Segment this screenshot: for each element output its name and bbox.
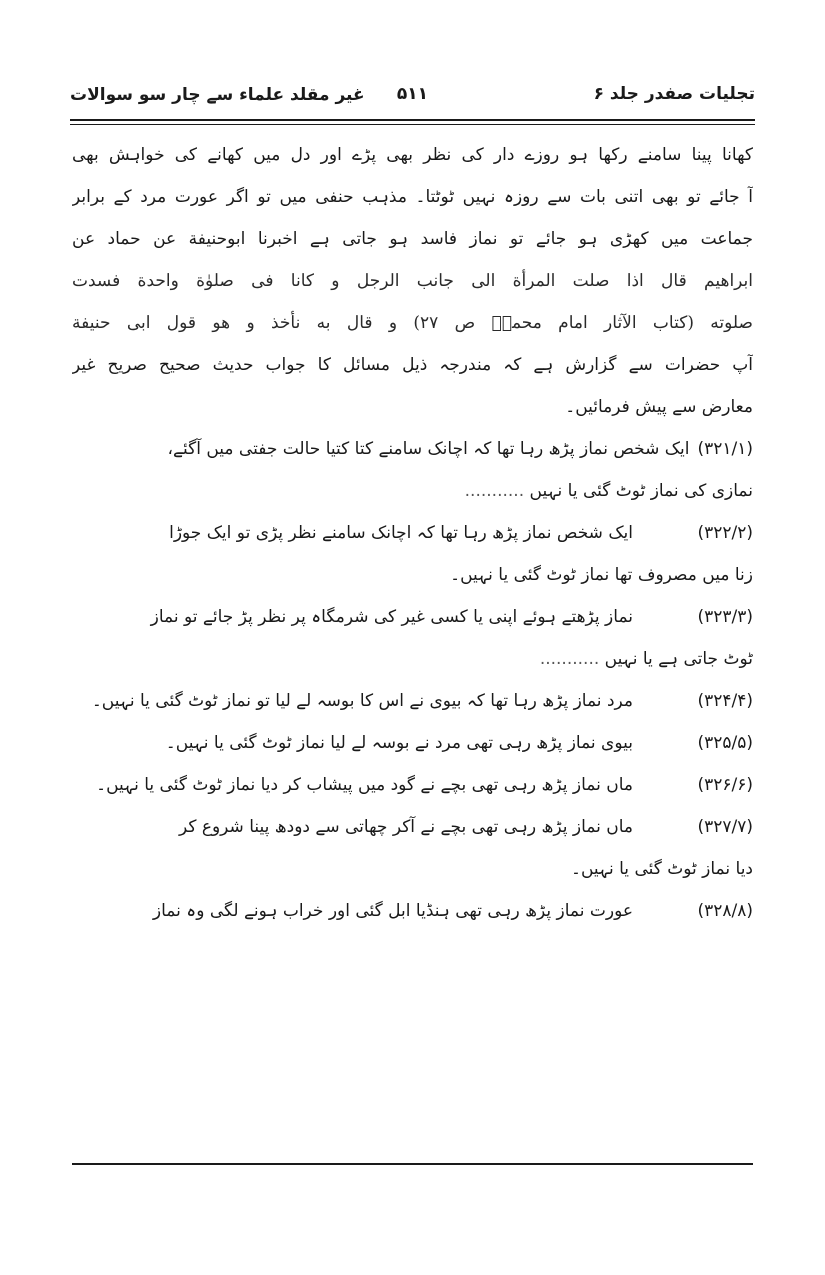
question-item [72,512,753,554]
footer-rule [72,1163,753,1165]
question-text: مرد نماز پڑھ رہا تھا کہ بیوی نے اس کا بوسہ لے لیا تو نماز ٹوٹ گئی یا نہیں۔ [91,691,633,711]
question-text: نماز پڑھتے ہوئے اپنی یا کسی غیر کی شرمگاہ پر نظر پڑ جائے تو نماز [150,607,633,627]
section-title: غیر مقلد علماء سے چار سو سوالات [70,85,365,105]
question-number: (۳۲۸/۸) [697,901,753,921]
question-text: نمازی کی نماز ٹوٹ گئی یا نہیں [529,481,753,501]
question-item [72,806,753,848]
question-text: ایک شخص نماز پڑھ رہا تھا کہ اچانک سامنے کتا کتیا حالت جفتی میں آگئے، [167,439,690,459]
question-number: (۳۲۵/۵) [697,733,753,753]
question-number: (۳۲۶/۶) [697,775,753,795]
question-number: (۳۲۲/۲) [697,523,753,543]
book-title: تجلیات صفدر جلد ۶ [593,84,755,104]
question-number: (۳۲۴/۴) [697,691,753,711]
page-number: ۵۱۱ [396,84,429,104]
question-item [72,596,753,638]
question-item [72,764,753,806]
paragraph-line-arabic: ابراهیم قال اذا صلت المرأة الی جانب الرجل و کانا فی صلوٰة واحدة فسدت [72,271,753,291]
fill-dots: ........... [539,649,600,669]
question-item [72,890,753,932]
paragraph-line: معارض سے پیش فرمائیں۔ [565,397,753,417]
paragraph-line: جماعت میں کھڑی ہو جائے تو نماز فاسد ہو جاتی ہے اخبرنا ابوحنیفة عن حماد عن [72,229,753,249]
page-body [72,134,753,932]
question-text: ٹوٹ جاتی ہے یا نہیں [604,649,753,669]
paragraph-line: آ جائے تو بھی اتنی بات سے روزہ نہیں ٹوٹتا۔ مذہب حنفی میں تو اگر عورت مرد کے برابر [72,187,753,207]
question-continuation: زنا میں مصروف تھا نماز ٹوٹ گئی یا نہیں۔ [450,565,753,585]
running-header [70,84,755,118]
question-item [72,680,753,722]
header-rule-thin [70,124,755,125]
question-number: (۳۲۷/۷) [697,817,753,837]
question-continuation [72,470,753,512]
question-item [72,428,753,470]
question-continuation [72,638,753,680]
question-text: عورت نماز پڑھ رہی تھی ہنڈیا ابل گئی اور خراب ہونے لگی وہ نماز [152,901,633,921]
question-number: (۳۲۱/۱) [697,439,753,459]
paragraph-line: آپ حضرات سے گزارش ہے کہ مندرجہ ذیل مسائل کا جواب حدیث صحیح صریح غیر [72,355,753,375]
question-number: (۳۲۳/۳) [697,607,753,627]
paragraph-line: کھانا پینا سامنے رکھا ہو روزے دار کی نظر بھی پڑے اور دل میں کھانے کی خواہش بھی [72,145,753,165]
question-item [72,722,753,764]
fill-dots: ........... [464,481,525,501]
question-text: ماں نماز پڑھ رہی تھی بچے نے آکر چھاتی سے دودھ پینا شروع کر [178,817,633,837]
header-rule-thick [70,119,755,121]
question-text: ایک شخص نماز پڑھ رہا تھا کہ اچانک سامنے نظر پڑی تو ایک جوڑا [169,523,633,543]
paragraph-line-arabic: صلوته (کتاب الآثار امام محمدؒ ص ۲۷) و قال به نأخذ و هو قول ابی حنیفة [72,313,753,333]
question-continuation: دیا نماز ٹوٹ گئی یا نہیں۔ [571,859,753,879]
question-text: بیوی نماز پڑھ رہی تھی مرد نے بوسہ لے لیا نماز ٹوٹ گئی یا نہیں۔ [165,733,633,753]
question-text: ماں نماز پڑھ رہی تھی بچے نے گود میں پیشاب کر دیا نماز ٹوٹ گئی یا نہیں۔ [96,775,633,795]
